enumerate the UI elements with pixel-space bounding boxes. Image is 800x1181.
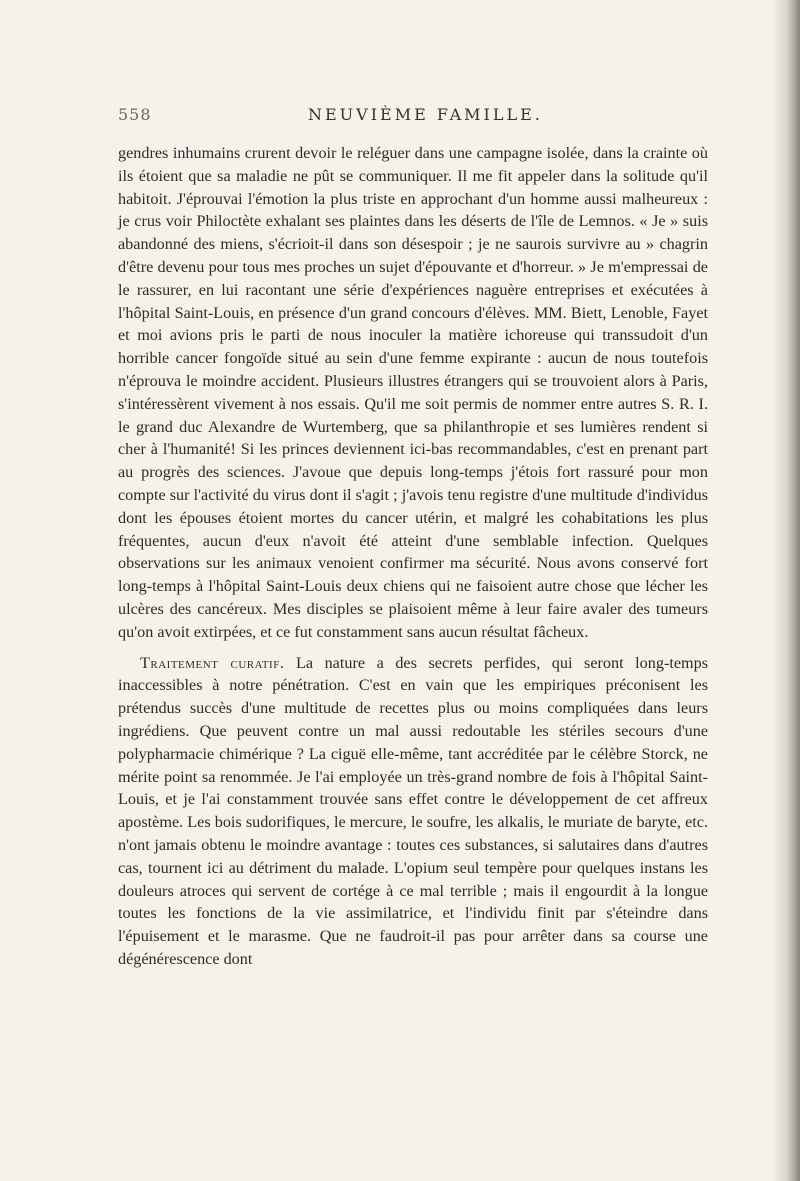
body-text [118, 142, 708, 971]
paragraph-1-text: gendres inhumains crurent devoir le reléguer dans une campagne isolée, dans la crainte où ils étoient que sa maladie ne pût se communiquer. Il me fit appeler dans la solitude qu'il habitoit. J'éprouvai l'émotion la plus triste en approchant d'un homme aussi malheureux : je crus voir Philoctète exhalant ses plaintes dans les déserts de l'île de Lemnos. « Je » suis abandonné des miens, s'écrioit-il dans son désespoir ; je ne saurois survivre au » chagrin d'être devenu pour tous mes proches un sujet d'épouvante et d'horreur. » Je m'empressai de le rassurer, en lui racontant une série d'expériences naguère entreprises et exécutées à l'hôpital Saint-Louis, en présence d'un grand concours d'élèves. MM. Biett, Lenoble, Fayet et moi avions pris le parti de nous inoculer la matière ichoreuse qui transsudoit d'un horrible cancer fongoïde situé au sein d'une femme expirante : aucun de nous toutefois n'éprouva le moindre accident. Plusieurs illustres étrangers qui se trouvoient alors à Paris, s'intéressèrent vivement à nos essais. Qu'il me soit permis de nommer entre autres S. R. I. le grand duc Alexandre de Wurtemberg, que sa philanthropie et ses lumières rendent si cher à l'humanité! Si les princes deviennent ici-bas recommandables, c'est en prenant part au progrès des sciences. J'avoue que depuis long-temps j'étois fort rassuré pour mon compte sur l'activité du virus dont il s'agit ; j'avois tenu registre d'une multitude d'individus dont les épouses étoient mortes du cancer utérin, et malgré les cohabitations les plus fréquentes, aucun d'eux n'avoit été atteint d'une semblable infection. Quelques observations sur les animaux venoient confirmer ma sécurité. Nous avons conservé fort long-temps à l'hôpital Saint-Louis deux chiens qui ne faisoient autre chose que lécher les ulcères des cancéreux. Mes disciples se plaisoient même à leur faire avaler des tumeurs qu'on avoit extirpées, et ce fut constamment sans aucun résultat fâcheux. [118, 144, 708, 641]
page-number: 558 [118, 105, 152, 124]
paragraph-2 [118, 652, 708, 971]
section-heading-traitement-curatif: Traitement curatif. [140, 653, 285, 672]
running-title: NEUVIÈME FAMILLE. [308, 105, 543, 124]
paragraph-1 [118, 142, 708, 644]
page-header [118, 105, 708, 135]
paragraph-2-text: La nature a des secrets perfides, qui seront long-temps inaccessibles à notre pénétration. C'est en vain que les empiriques préconisent les prétendus succès d'une multitude de recettes plus ou moins compliquées dans leurs ingrédiens. Que peuvent contre un mal aussi redoutable les stériles secours d'une polypharmacie chimérique ? La ciguë elle-même, tant accréditée par le célèbre Storck, ne mérite point sa renommée. Je l'ai employée un très-grand nombre de fois à l'hôpital Saint-Louis, et je l'ai constamment trouvée sans effet contre le développement de cet affreux apostème. Les bois sudorifiques, le mercure, le soufre, les alkalis, le muriate de baryte, etc. n'ont jamais obtenu le moindre avantage : toutes ces substances, si salutaires dans d'autres cas, tournent ici au détriment du malade. L'opium seul tempère pour quelques instans les douleurs atroces qui servent de cortége à ce mal terrible ; mais il engourdit à la longue toutes les fonctions de la vie assimilatrice, et l'individu finit par s'éteindre dans l'épuisement et le marasme. Que ne faudroit-il pas pour arrêter dans sa course une dégénérescence dont [118, 653, 708, 968]
page-edge-shadow [772, 0, 800, 1181]
